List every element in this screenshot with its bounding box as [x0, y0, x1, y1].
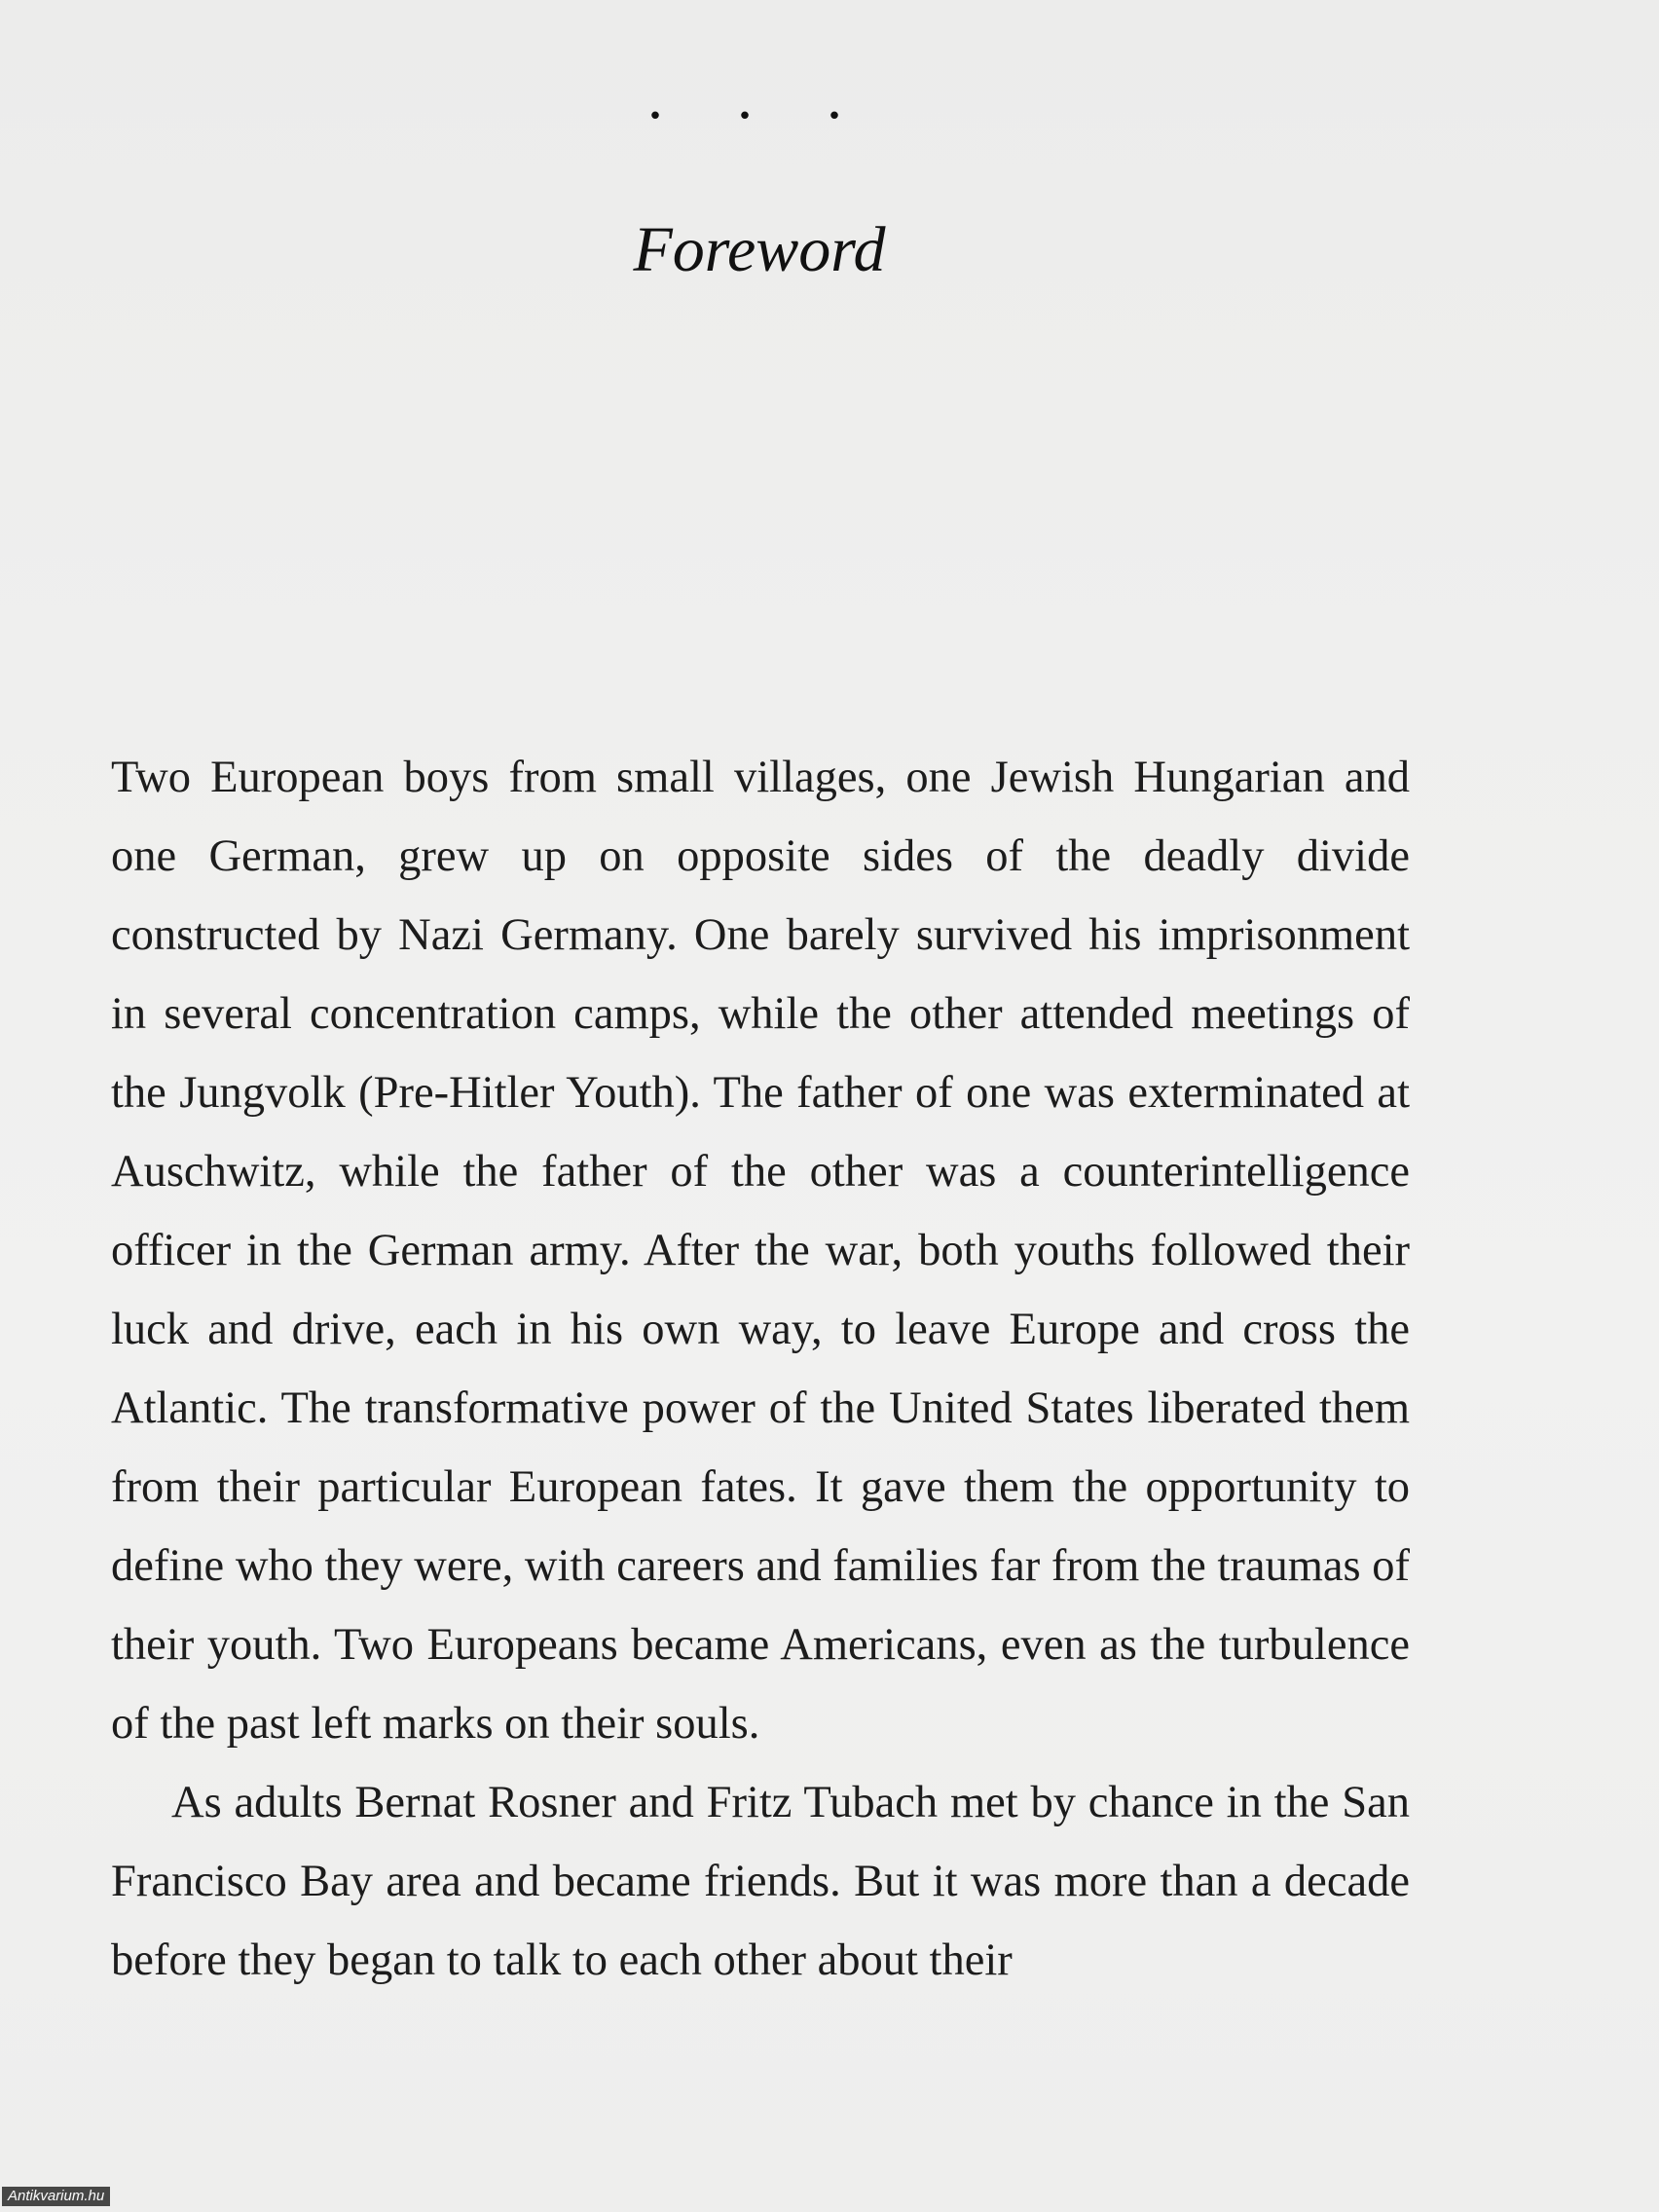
body-text	[111, 738, 1410, 2000]
watermark-label: Antikvarium.hu	[2, 2187, 110, 2206]
chapter-title: Foreword	[633, 214, 886, 285]
paragraph-2: As adults Bernat Rosner and Fritz Tubach met by chance in the San Francisco Bay area and became friends. But it was more than a decade before they began to talk to each other about their	[111, 1778, 1410, 1985]
section-ornament: . . .	[647, 62, 871, 131]
paragraph-1: Two European boys from small villages, one Jewish Hungarian and one German, grew up on opposite sides of the deadly divide constructed by Nazi Germany. One barely survived his imprisonment in several concentration camps, while the other attended meetings of the Jungvolk (Pre-Hitler Youth). The father of one was exterminated at Auschwitz, while the father of the other was a counterintelligence officer in the German army. After the war, both youths followed their luck and drive, each in his own way, to leave Europe and cross the Atlantic. The transformative power of the United States liberated them from their particular European fates. It gave them the opportunity to define who they were, with careers and families far from the traumas of their youth. Two Europeans became Americans, even as the turbulence of the past left marks on their souls.	[111, 753, 1410, 1749]
